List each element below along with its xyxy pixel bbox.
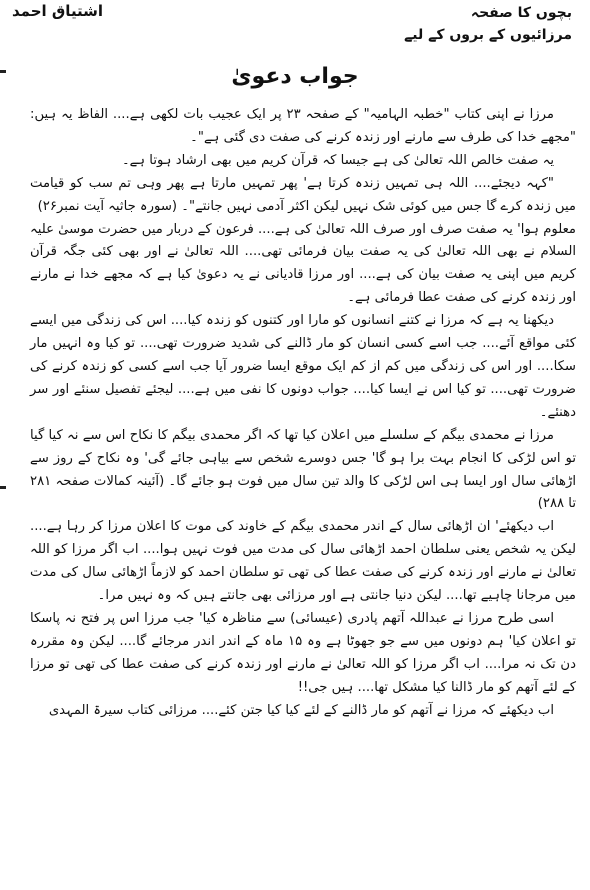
section-subtitle: مرزائیوں کے بروں کے لیے [404, 27, 572, 43]
scan-mark [0, 486, 6, 489]
scan-mark [0, 70, 6, 73]
paragraph: معلوم ہوا' یہ صفت صرف اور صرف اللہ تعالیٰ کی ہے.... فرعون کے دربار میں حضرت موسیٰ علیہ السلام نے بھی اللہ تعالیٰ کی یہ صفت بیان فرمائی تھی.... اللہ تعالیٰ نے اور بھی کئی جگہ قرآن کریم میں اپنی یہ صفت بیان کی ہے.... اور مرزا قادیانی نے یہ دعویٰ کیا ہے کہ مجھے خدا نے مارنے اور زندہ کرنے کی صفت عطا فرمائی ہے۔ [30, 221, 576, 306]
section-header [404, 2, 572, 46]
section-title: بچوں کا صفحہ [470, 5, 572, 21]
article-body [30, 104, 576, 722]
paragraph: یہ صفت خالص اللہ تعالیٰ کی ہے جیسا کہ قرآن کریم میں بھی ارشاد ہوتا ہے۔ [121, 152, 554, 168]
article-title: جواب دعویٰ [231, 64, 359, 89]
author-name: اشتیاق احمد [12, 2, 104, 20]
paragraph: مرزا نے اپنی کتاب "خطبہ الہامیہ" کے صفحہ ۲۳ پر ایک عجیب بات لکھی ہے.... الفاظ یہ ہیں: "مجھے خدا کی طرف سے مارنے اور زندہ کرنے کی صفت دی گئی ہے"۔ [30, 107, 576, 145]
paragraph: اب دیکھئے' ان اڑھائی سال کے اندر محمدی بیگم کے خاوند کی موت کا اعلان مرزا کر رہا ہے.... لیکن یہ شخص یعنی سلطان احمد اڑھائی سال کی مدت میں فوت نہیں ہوا.... اب اگر مرزا کو اللہ تعالیٰ نے مارنے اور زندہ کرنے کی صفت عطا کی تھی تو سلطان احمد کو لازماً اڑھائی سال کی مدت میں مرجانا چاہیے تھا.... لیکن دنیا جانتی ہے اور مرزائی بھی جانتے ہیں کہ وہ نہیں مرا۔ [30, 519, 576, 604]
paragraph: مرزا نے محمدی بیگم کے سلسلے میں اعلان کیا تھا کہ اگر محمدی بیگم کا نکاح اس سے نہ کیا گیا تو اس لڑکی کا انجام بہت برا ہو گا' جس دوسرے شخص سے بیاہی جائے گی' وہ نکاح کے روز سے اڑھائی سال اور ایسا ہی اس لڑکی کا والد تین سال میں فوت ہو جائے گا۔ (آئینہ کمالات صفحہ ۲۸۱ تا ۲۸۸) [30, 427, 576, 512]
paragraph: "کہہ دیجئے.... اللہ ہی تمہیں زندہ کرتا ہے' پھر تمہیں مارتا ہے پھر وہی تم سب کو قیامت میں زندہ کرے گا جس میں کوئی شک نہیں لیکن اکثر آدمی نہیں جانتے"۔ (سورہ جاثیہ آیت نمبر۲۶) [30, 175, 576, 214]
paragraph: اب دیکھئے کہ مرزا نے آتھم کو مار ڈالنے کے لئے کیا کیا جتن کئے.... مرزائی کتاب سیرۃ المہدی [48, 702, 554, 718]
paragraph: دیکھنا یہ ہے کہ مرزا نے کتنے انسانوں کو مارا اور کتنوں کو زندہ کیا.... اس کی زندگی میں ایسے کئی مواقع آئے.... جب اسے کسی انسان کو مار ڈالنے کی شدید ضرورت تھی.... تو کیا وہ انہیں مار سکا.... اور اس کی زندگی میں کم از کم ایک موقع ایسا ضرور آیا جب اسے کسی کو زندہ کرنے کی ضرورت تھی.... تو کیا اس نے ایسا کیا.... جواب دونوں کا نفی میں ہے.... لیجئے تفصیل سنئے اور سر دھنئے۔ [30, 313, 576, 420]
paragraph: اسی طرح مرزا نے عبداللہ آتھم پادری (عیسائی) سے مناظرہ کیا' جب مرزا اس پر فتح نہ پاسکا تو اعلان کیا' ہم دونوں میں سے جو جھوٹا ہے وہ ۱۵ ماہ کے اندر اندر مرجائے گا.... لیکن وہ مقررہ دن تک نہ مرا.... اب اگر مرزا کو اللہ تعالیٰ نے مارنے اور زندہ کرنے کی صفت عطا کی تھی تو مرزا کے لئے آتھم کو مار ڈالنا کیا مشکل تھا.... ہیں جی!! [30, 610, 576, 695]
